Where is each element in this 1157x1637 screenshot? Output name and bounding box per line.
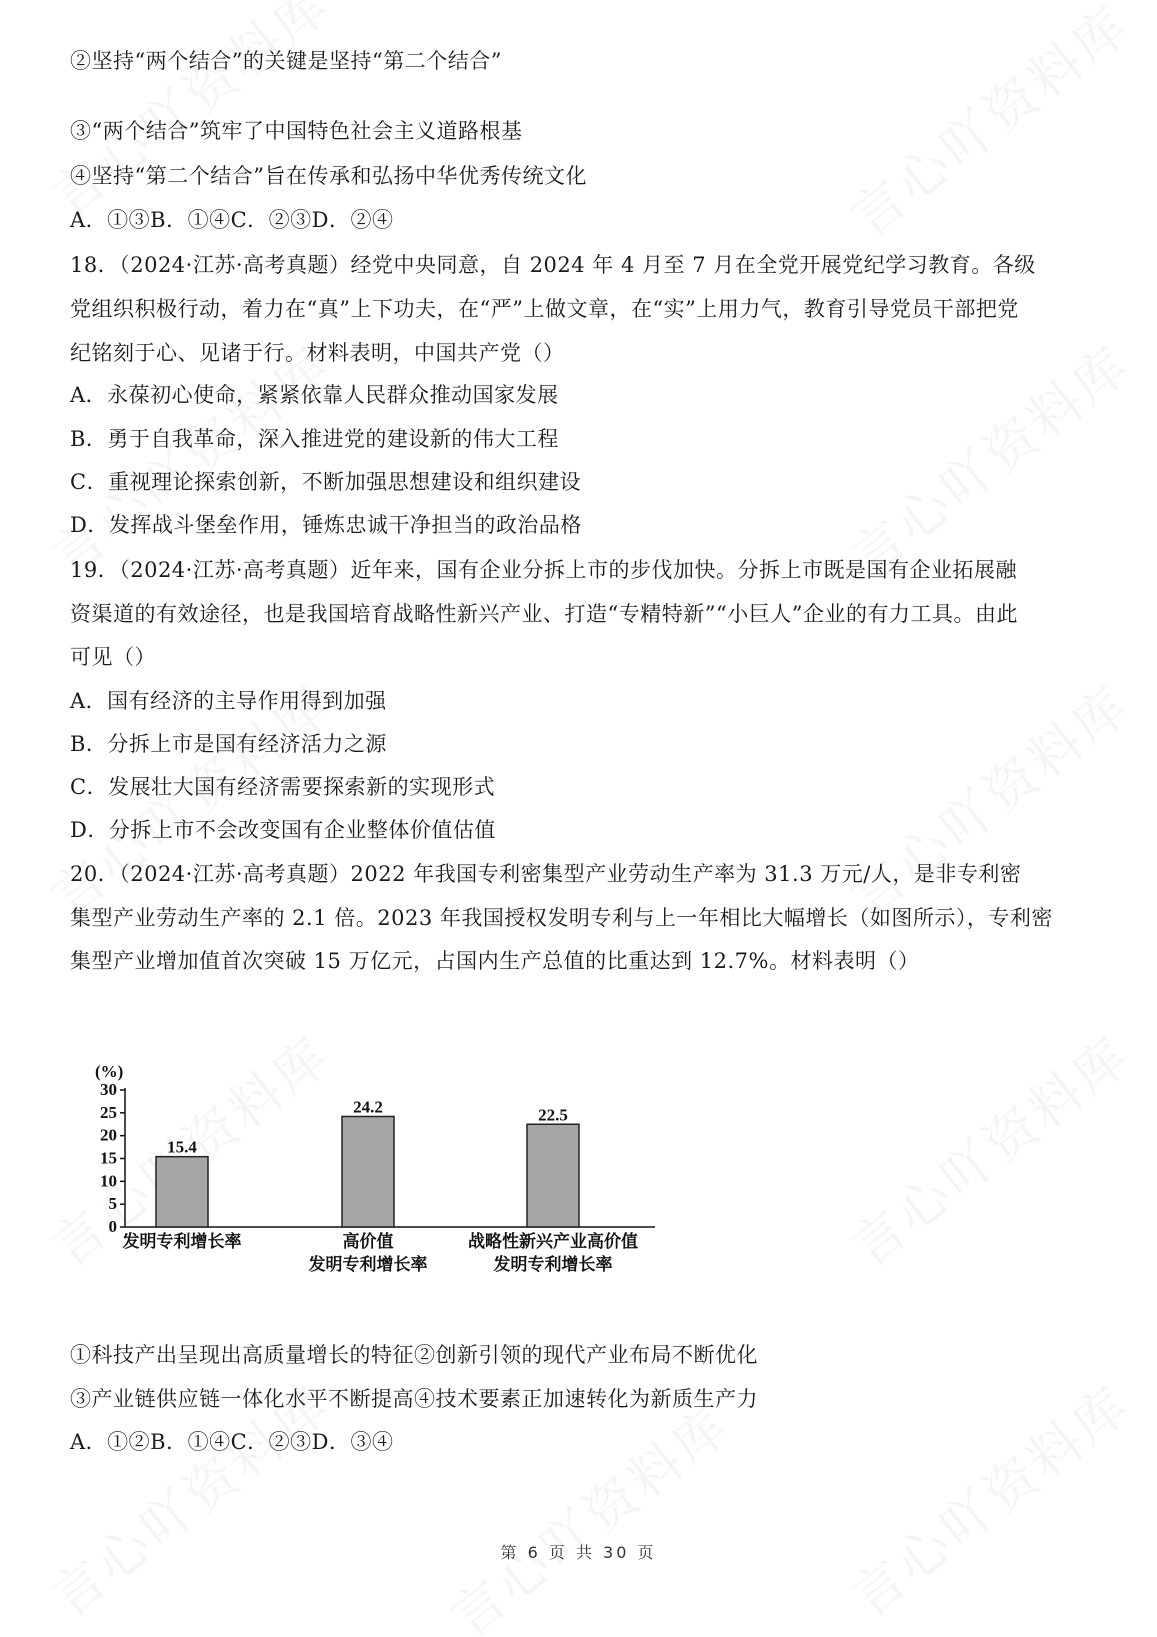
q19-stem-line-1: 19．（2024·江苏·高考真题）近年来，国有企业分拆上市的步伐加快。分拆上市既是国有企业拓展融	[70, 558, 1018, 582]
watermark	[833, 665, 1144, 931]
bar-value-label: 24.2	[353, 1097, 383, 1117]
bar-value-label: 15.4	[167, 1137, 197, 1157]
y-tick-label: 5	[108, 1194, 117, 1214]
q18-option-b: B．勇于自我革命，深入推进党的建设新的伟大工程	[70, 427, 559, 451]
watermark	[833, 0, 1144, 250]
q18-option-d: D．发挥战斗堡垒作用，锤炼忠诚干净担当的政治品格	[70, 513, 582, 537]
x-category-label: 发明专利增长率	[493, 1255, 613, 1275]
y-tick-label: 20	[100, 1125, 117, 1145]
x-category-label: 高价值	[342, 1232, 394, 1252]
q20-stem-line-3: 集型产业增加值首次突破 15 万亿元，占国内生产总值的比重达到 12.7%。材料表明（）	[70, 949, 920, 973]
y-axis-unit-label: (%)	[95, 1062, 124, 1081]
bar	[527, 1124, 579, 1227]
y-tick-label: 25	[100, 1102, 117, 1122]
bar-value-label: 22.5	[538, 1105, 568, 1125]
watermark	[833, 1015, 1144, 1281]
q18-stem-line-1: 18．（2024·江苏·高考真题）经党中央同意，自 2024 年 4 月至 7 月在全党开展党纪学习教育。各级	[70, 253, 1036, 277]
y-tick-label: 15	[100, 1148, 117, 1168]
q19-stem-line-3: 可见（）	[70, 645, 156, 669]
page-footer: 第 6 页 共 30 页	[500, 1543, 657, 1562]
q19-stem-line-2: 资渠道的有效途径，也是我国培育战略性新兴产业、打造“专精特新”“小巨人”企业的有力工具。由此	[70, 602, 1018, 626]
y-tick-label: 10	[100, 1171, 117, 1191]
q19-option-d: D．分拆上市不会改变国有企业整体价值估值	[70, 818, 496, 842]
q20-statements-line-1: ①科技产出呈现出高质量增长的特征②创新引领的现代产业布局不断优化	[70, 1343, 758, 1367]
watermark	[433, 1385, 744, 1637]
bar	[342, 1116, 394, 1227]
watermark	[833, 325, 1144, 591]
y-tick-label: 30	[100, 1080, 117, 1099]
patent-growth-bar-chart	[95, 1062, 695, 1325]
q20-stem-line-1: 20．（2024·江苏·高考真题）2022 年我国专利密集型产业劳动生产率为 31.3 万元/人，是非专利密	[70, 862, 1022, 886]
q20-choices: A．①②B．①④C．②③D．③④	[70, 1430, 394, 1454]
q19-option-a: A．国有经济的主导作用得到加强	[70, 689, 387, 713]
bar-chart-svg	[95, 1062, 695, 1325]
q18-option-c: C．重视理论探索创新，不断加强思想建设和组织建设	[70, 470, 582, 494]
q17-statement-3: ③“两个结合”筑牢了中国特色社会主义道路根基	[70, 119, 523, 143]
x-category-label: 战略性新兴产业高价值	[468, 1232, 638, 1252]
q20-stem-line-2: 集型产业劳动生产率的 2.1 倍。2023 年我国授权发明专利与上一年相比大幅增长（如图所示），专利密	[70, 906, 1053, 930]
q18-stem-line-2: 党组织积极行动，着力在“真”上下功夫，在“严”上做文章，在“实”上用力气，教育引导党员干部把党	[70, 297, 1019, 321]
x-category-label: 发明专利增长率	[308, 1255, 428, 1275]
q19-option-c: C．发展壮大国有经济需要探索新的实现形式	[70, 775, 496, 799]
q20-statements-line-2: ③产业链供应链一体化水平不断提高④技术要素正加速转化为新质生产力	[70, 1387, 758, 1411]
watermark	[833, 1365, 1144, 1631]
q18-option-a: A．永葆初心使命，紧紧依靠人民群众推动国家发展	[70, 383, 559, 407]
bar	[156, 1157, 208, 1227]
q17-statement-2: ②坚持“两个结合”的关键是坚持“第二个结合”	[70, 49, 502, 73]
y-tick-label: 0	[108, 1217, 117, 1236]
q17-choices: A．①③B．①④C．②③D．②④	[70, 208, 394, 232]
q17-statement-4: ④坚持“第二个结合”旨在传承和弘扬中华优秀传统文化	[70, 164, 587, 188]
q19-option-b: B．分拆上市是国有经济活力之源	[70, 732, 387, 756]
q18-stem-line-3: 纪铭刻于心、见诸于行。材料表明，中国共产党（）	[70, 341, 565, 365]
x-category-label: 发明专利增长率	[122, 1232, 242, 1252]
